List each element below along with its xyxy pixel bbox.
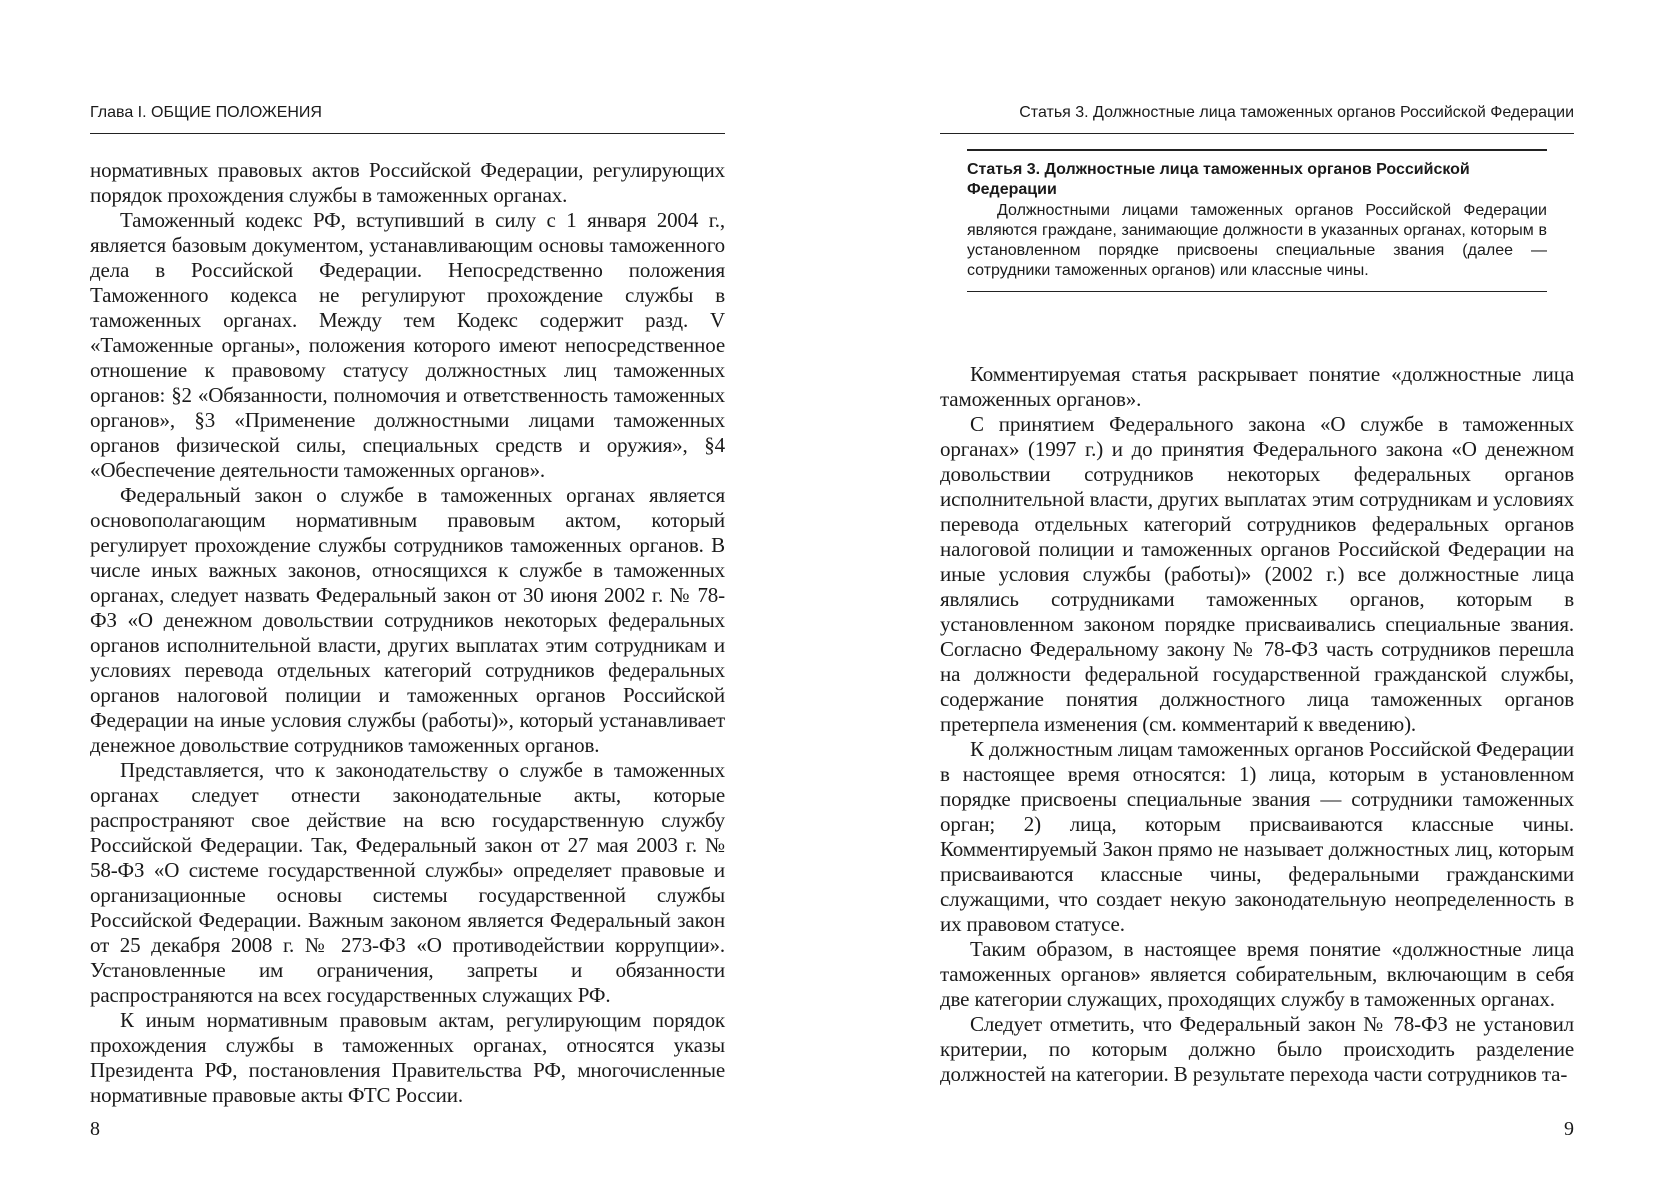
page-number-left: 8 [90, 1118, 100, 1140]
paragraph: Следует отметить, что Федеральный закон № 78-ФЗ не установил критерии, по которым должно было происходить разделение должностей на категории. В результате перехода части сотрудников та- [940, 1012, 1574, 1086]
paragraph: Таможенный кодекс РФ, вступивший в силу с 1 января 2004 г., является базовым документом, устанавливающим основы таможенного дела в Российской Федерации. Непосредственно положения Таможенного кодекса не регулируют прохождение службы в таможенных органах. Между тем Кодекс содержит разд. V «Таможенные органы», положения которого имеют непосредственное отношение к правовому статусу должностных лиц таможенных органов: §2 «Обязанности, полномочия и ответственность таможенных органов», §3 «Применение должностными лицами таможенных органов физической силы, специальных средств и оружия», §4 «Обеспечение деятельности таможенных органов». [90, 208, 725, 482]
paragraph: Представляется, что к законодательству о службе в таможенных органах следует отнести законодательные акты, которые распространяют свое действие на всю государственную службу Российской Федерации. Так, Федеральный закон от 27 мая 2003 г. № 58-ФЗ «О системе государственной службы» определяет правовые и организационные основы системы государственной службы Российской Федерации. Важным законом является Федеральный закон от 25 декабря 2008 г. № 273-ФЗ «О противодействии коррупции». Установленные им ограничения, запреты и обязанности распространяются на всех государственных служащих РФ. [90, 758, 725, 1007]
paragraph: С принятием Федерального закона «О службе в таможенных органах» (1997 г.) и до принятия Федерального закона «О денежном довольствии сотрудников некоторых федеральных органов исполнительной власти, других выплатах этим сотрудникам и условиях перевода отдельных категорий сотрудников федеральных органов налоговой полиции и таможенных органов Российской Федерации на иные условия службы (работы)» (2002 г.) все должностные лица являлись сотрудниками таможенных органов, которым в установленном законом порядке присваивались специальные звания. Согласно Федеральному закону № 78-ФЗ часть сотрудников перешла на должности федеральной государственной гражданской службы, содержание понятия должностного лица таможенных органов претерпела изменения (см. комментарий к введению). [940, 412, 1574, 736]
statute-title: Статья 3. Должностные лица таможенных органов Российской Федерации [967, 161, 1470, 198]
running-head-left: Глава I. ОБЩИЕ ПОЛОЖЕНИЯ [90, 103, 725, 134]
right-page-body [940, 362, 1574, 1087]
paragraph: К должностным лицам таможенных органов Российской Федерации в настоящее время относятся: 1) лица, которым в установленном порядке присвоены специальные звания — сотрудники таможенных орган; 2) лица, которым присваиваются классные чины. Комментируемый Закон прямо не называет должностных лиц, которым присваиваются классные чины, федеральными гражданскими служащими, что создает некую законодательную неопределенность в их правовом статусе. [940, 737, 1574, 936]
paragraph: нормативных правовых актов Российской Федерации, регулирующих порядок прохождения службы в таможенных органах. [90, 158, 725, 207]
paragraph: Комментируемая статья раскрывает понятие «должностные лица таможенных органов». [940, 362, 1574, 411]
paragraph: Таким образом, в настоящее время понятие «должностные лица таможенных органов» является собирательным, включающим в себя две категории служащих, проходящих службу в таможенных органах. [940, 937, 1574, 1011]
statute-text: Должностными лицами таможенных органов Российской Федерации являются граждане, занимающие должности в указанных органах, которым в установленном порядке присвоены специальные звания (далее — сотрудники таможенных органов) или классные чины. [967, 202, 1547, 279]
running-head-right: Статья 3. Должностные лица таможенных органов Российской Федерации [940, 103, 1574, 134]
left-page-body [90, 158, 725, 1108]
right-page [940, 0, 1574, 1199]
page-number-right: 9 [1564, 1118, 1574, 1140]
statute-box [967, 149, 1547, 292]
paragraph: К иным нормативным правовым актам, регулирующим порядок прохождения службы в таможенных органах, относятся указы Президента РФ, постановления Правительства РФ, многочисленные нормативные правовые акты ФТС России. [90, 1008, 725, 1107]
left-page [90, 0, 725, 1199]
paragraph: Федеральный закон о службе в таможенных органах является основополагающим нормативным правовым актом, который регулирует прохождение службы сотрудников таможенных органов. В числе иных важных законов, относящихся к службе в таможенных органах, следует назвать Федеральный закон от 30 июня 2002 г. № 78-ФЗ «О денежном довольствии сотрудников некоторых федеральных органов исполнительной власти, других выплатах этим сотрудникам и условиях перевода отдельных категорий сотрудников федеральных органов налоговой полиции и таможенных органов Российской Федерации на иные условия службы (работы)», который устанавливает денежное довольствие сотрудников таможенных органов. [90, 483, 725, 757]
